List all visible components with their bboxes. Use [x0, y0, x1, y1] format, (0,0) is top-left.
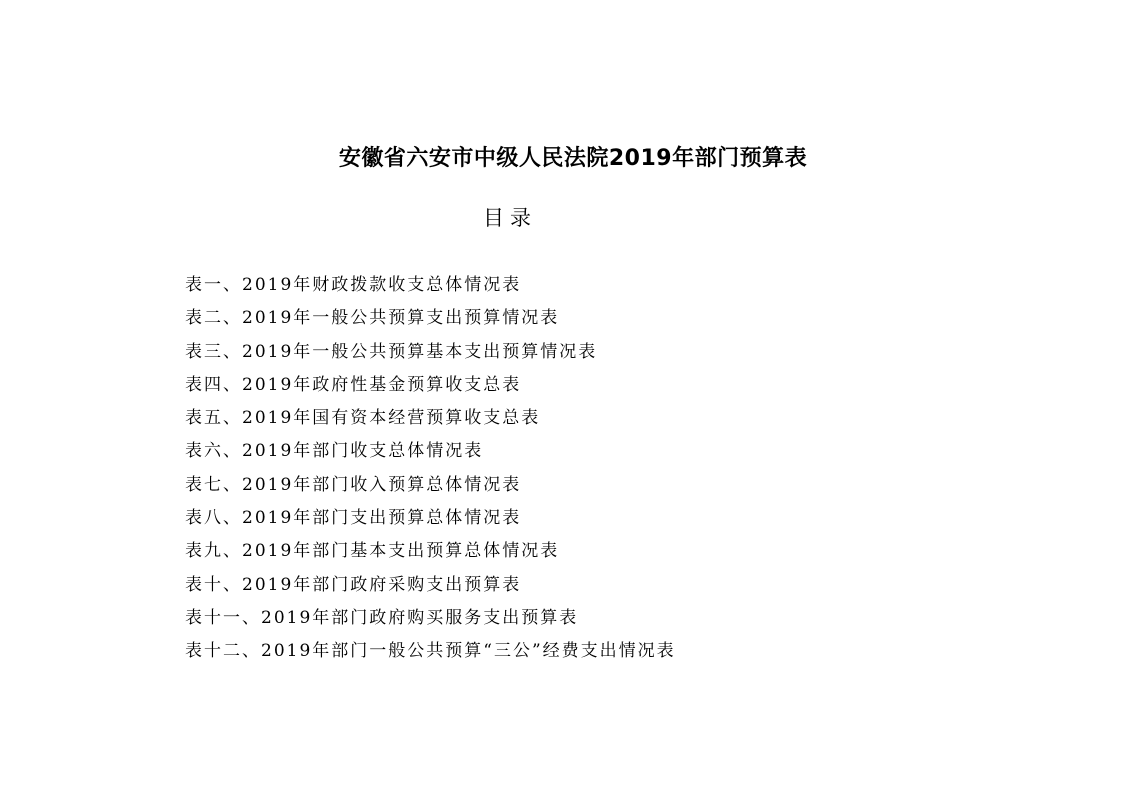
- document-title: 安徽省六安市中级人民法院2019年部门预算表: [338, 146, 808, 171]
- toc-item-4: 表四、2019年政府性基金预算收支总表: [185, 374, 522, 395]
- toc-item-6: 表六、2019年部门收支总体情况表: [185, 441, 484, 462]
- toc-item-2: 表二、2019年一般公共预算支出预算情况表: [185, 308, 560, 329]
- toc-item-5: 表五、2019年国有资本经营预算收支总表: [185, 408, 541, 429]
- toc-item-3: 表三、2019年一般公共预算基本支出预算情况表: [185, 341, 598, 362]
- toc-item-11: 表十一、2019年部门政府购买服务支出预算表: [185, 607, 579, 628]
- toc-item-1: 表一、2019年财政拨款收支总体情况表: [185, 275, 522, 295]
- toc-item-8: 表八、2019年部门支出预算总体情况表: [185, 508, 522, 529]
- toc-item-10: 表十、2019年部门政府采购支出预算表: [185, 574, 522, 595]
- toc-item-9: 表九、2019年部门基本支出预算总体情况表: [185, 541, 560, 562]
- toc-list: [185, 272, 676, 672]
- toc-heading: 目录: [483, 206, 537, 230]
- toc-item-12: 表十二、2019年部门一般公共预算“三公”经费支出情况表: [185, 641, 676, 662]
- toc-item-7: 表七、2019年部门收入预算总体情况表: [185, 474, 522, 495]
